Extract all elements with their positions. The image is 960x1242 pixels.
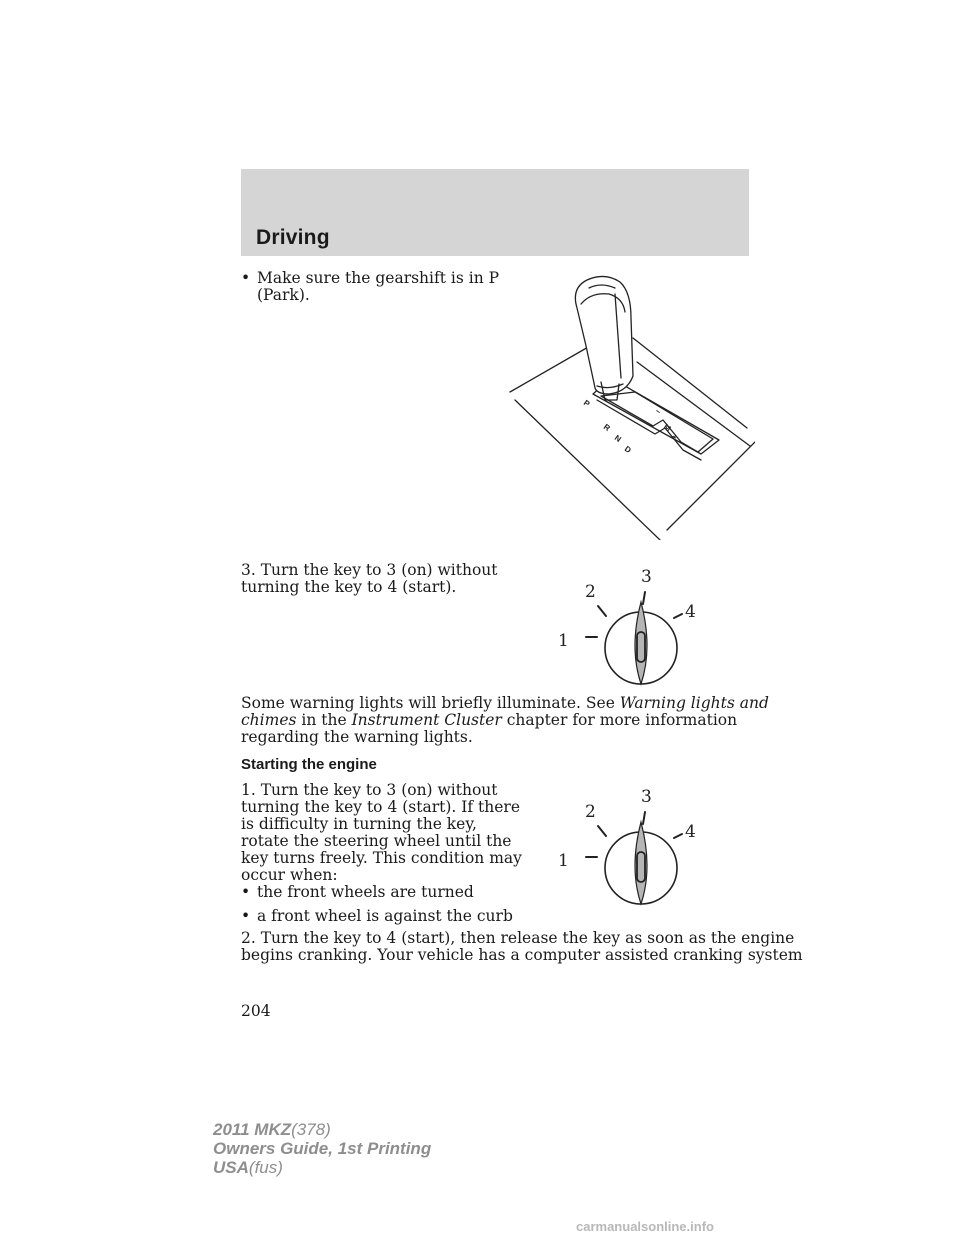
position-label-1: 1 xyxy=(558,631,569,651)
position-label-2: 2 xyxy=(585,802,596,822)
console-edge-right xyxy=(633,338,747,428)
gearshift-bullet-line-1: Make sure the gearshift is in P xyxy=(257,269,500,287)
step3-line-2: turning the key to 4 (start). xyxy=(241,578,457,596)
gate-lower-edge xyxy=(597,400,701,460)
gate-label-plus: + xyxy=(669,432,679,443)
console-line-bottom xyxy=(515,400,660,540)
footer-guide: Owners Guide, 1st Printing xyxy=(213,1139,432,1158)
step3-line-1: 3. Turn the key to 3 (on) without xyxy=(241,561,498,579)
position-label-4: 4 xyxy=(685,602,696,622)
position-label-4: 4 xyxy=(685,822,696,842)
gate-label-d: D xyxy=(622,444,633,455)
step1-line-4: rotate the steering wheel until the xyxy=(241,832,512,850)
bullet-front-wheels: the front wheels are turned xyxy=(257,883,474,901)
bullet-curb: a front wheel is against the curb xyxy=(257,907,513,925)
bullet-glyph: • xyxy=(241,269,251,287)
gearshift-illustration xyxy=(505,268,755,540)
position-3-tick xyxy=(643,812,645,824)
gate-label-p: P xyxy=(581,398,592,409)
ignition-diagram-1 xyxy=(550,560,710,688)
step2-line-2: begins cranking. Your vehicle has a computer assisted cranking system xyxy=(241,946,803,964)
step2-line-1: 2. Turn the key to 4 (start), then release the key as soon as the engine xyxy=(241,929,795,947)
page-number: 204 xyxy=(241,1002,271,1020)
print-footer xyxy=(213,1120,431,1177)
gate-label-r: R xyxy=(601,422,612,433)
footer-model: 2011 MKZ xyxy=(213,1120,292,1139)
position-4-tick xyxy=(674,834,682,838)
position-label-3: 3 xyxy=(641,787,652,807)
step1-line-1: 1. Turn the key to 3 (on) without xyxy=(241,781,498,799)
position-label-2: 2 xyxy=(585,582,596,602)
gate-label-n: N xyxy=(612,433,623,444)
gate-label-m: M xyxy=(661,422,673,434)
bullet-glyph: • xyxy=(241,883,251,901)
footer-code: (378) xyxy=(291,1120,331,1139)
console-line-top xyxy=(510,346,590,392)
step1-line-2: turning the key to 4 (start). If there xyxy=(241,798,520,816)
step1-line-5: key turns freely. This condition may xyxy=(241,849,522,867)
starting-engine-heading: Starting the engine xyxy=(241,756,377,773)
position-4-tick xyxy=(674,614,682,618)
warning-para-line-2: chimes in the Instrument Cluster chapter for more information xyxy=(241,711,738,729)
section-title: Driving xyxy=(256,226,330,249)
position-2-tick xyxy=(598,826,606,836)
warning-para-line-1: Some warning lights will briefly illuminate. See Warning lights and xyxy=(241,694,769,712)
console-line-right xyxy=(667,442,755,530)
ignition-diagram-2 xyxy=(550,780,710,908)
watermark-link[interactable]: carmanualsonline.info xyxy=(576,1219,714,1234)
step1-line-6: occur when: xyxy=(241,866,338,884)
gearshift-bullet-line-2: (Park). xyxy=(257,286,310,304)
warning-para-line-3: regarding the warning lights. xyxy=(241,728,473,746)
step1-line-3: is difficulty in turning the key, xyxy=(241,815,477,833)
position-label-3: 3 xyxy=(641,567,652,587)
footer-region-code: (fus) xyxy=(248,1158,283,1177)
gate-label-minus: – xyxy=(653,406,663,417)
footer-region: USA xyxy=(213,1158,249,1177)
position-3-tick xyxy=(643,592,645,604)
position-label-1: 1 xyxy=(558,851,569,871)
bullet-glyph: • xyxy=(241,907,251,925)
position-2-tick xyxy=(598,606,606,616)
